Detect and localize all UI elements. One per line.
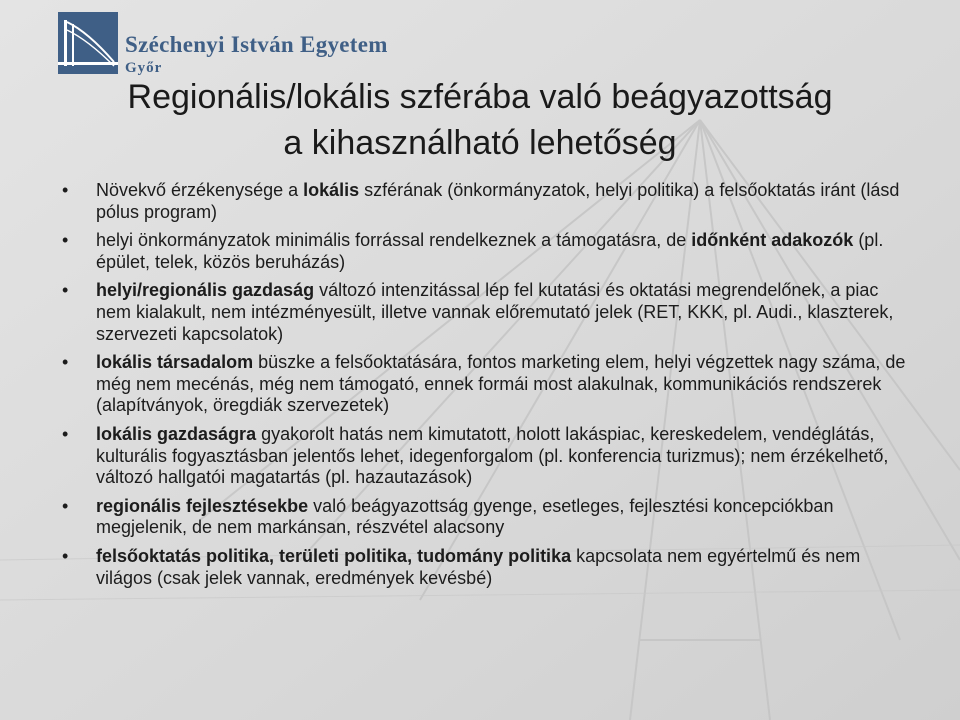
bullet-item: [62, 352, 912, 417]
bullet-list: [62, 180, 912, 596]
bullet-bold-text: regionális fejlesztésekbe: [96, 495, 309, 516]
bullet-item: [62, 424, 912, 489]
bullet-text: (pl. épület, telek, közös beruházás): [96, 230, 884, 272]
university-name: Széchenyi István Egyetem: [125, 32, 388, 57]
bullet-bold-text: felsőoktatás politika, területi politika, tudomány politika: [96, 545, 572, 566]
slide-title-line1: Regionális/lokális szférába való beágyazottság: [127, 78, 833, 116]
bullet-item: [62, 230, 912, 273]
bullet-text: kapcsolata nem egyértelmű és nem világos (csak jelek vannak, eredmények kevésbé): [96, 545, 861, 588]
bullet-item: [62, 180, 912, 223]
bullet-bold-text: lokális gazdaságra: [96, 423, 257, 444]
bullet-text: büszke a felsőoktatására, fontos marketing elem, helyi végzettek nagy száma, de még nem mecénás, még nem támogató, ennek formái most alakulnak, kommunikációs rendszerek (alapítványok, öregdiák szervezetek): [96, 352, 906, 416]
bullet-bold-text: helyi/regionális gazdaság: [96, 280, 315, 301]
bullet-item: [62, 496, 912, 539]
bullet-bold-text: lokális társadalom: [96, 352, 254, 373]
bullet-bold-text: lokális: [303, 180, 360, 200]
bullet-text: való beágyazottság gyenge, esetleges, fejlesztési koncepciókban megjelenik, de nem markánsan, részvétel alacsony: [96, 495, 834, 538]
bullet-text: gyakorolt hatás nem kimutatott, holott lakáspiac, kereskedelem, vendéglátás, kulturális fogyasztásban jelentős lehet, idegenforgalom (pl. konferencia turizmus); nem érzékelhető, változó hallgatói magatartás (pl. hazautazások): [96, 423, 889, 488]
slide-title: [40, 74, 920, 166]
bullet-text: változó intenzitással lép fel kutatási és oktatási megrendelőnek, a piac nem kialakult, nem intézményesült, illetve vannak előremutató jelek (RET, KKK, pl. Audi., klaszterek, szervezeti kapcsolatok): [96, 280, 894, 344]
slide-title-line2: a kihasználható lehetőség: [283, 124, 677, 162]
bullet-item: [62, 280, 912, 345]
bullet-item: [62, 546, 912, 589]
university-city: Győr: [125, 60, 163, 76]
university-logo-icon: [58, 12, 118, 74]
bullet-text: Növekvő érzékenysége a: [96, 180, 304, 200]
bullet-text: helyi önkormányzatok minimális forrással rendelkeznek a támogatásra, de: [96, 230, 692, 251]
bullet-text: szférának (önkormányzatok, helyi politika) a felsőoktatás iránt (lásd pólus program): [96, 180, 900, 222]
bullet-bold-text: időnként adakozók: [691, 230, 854, 251]
